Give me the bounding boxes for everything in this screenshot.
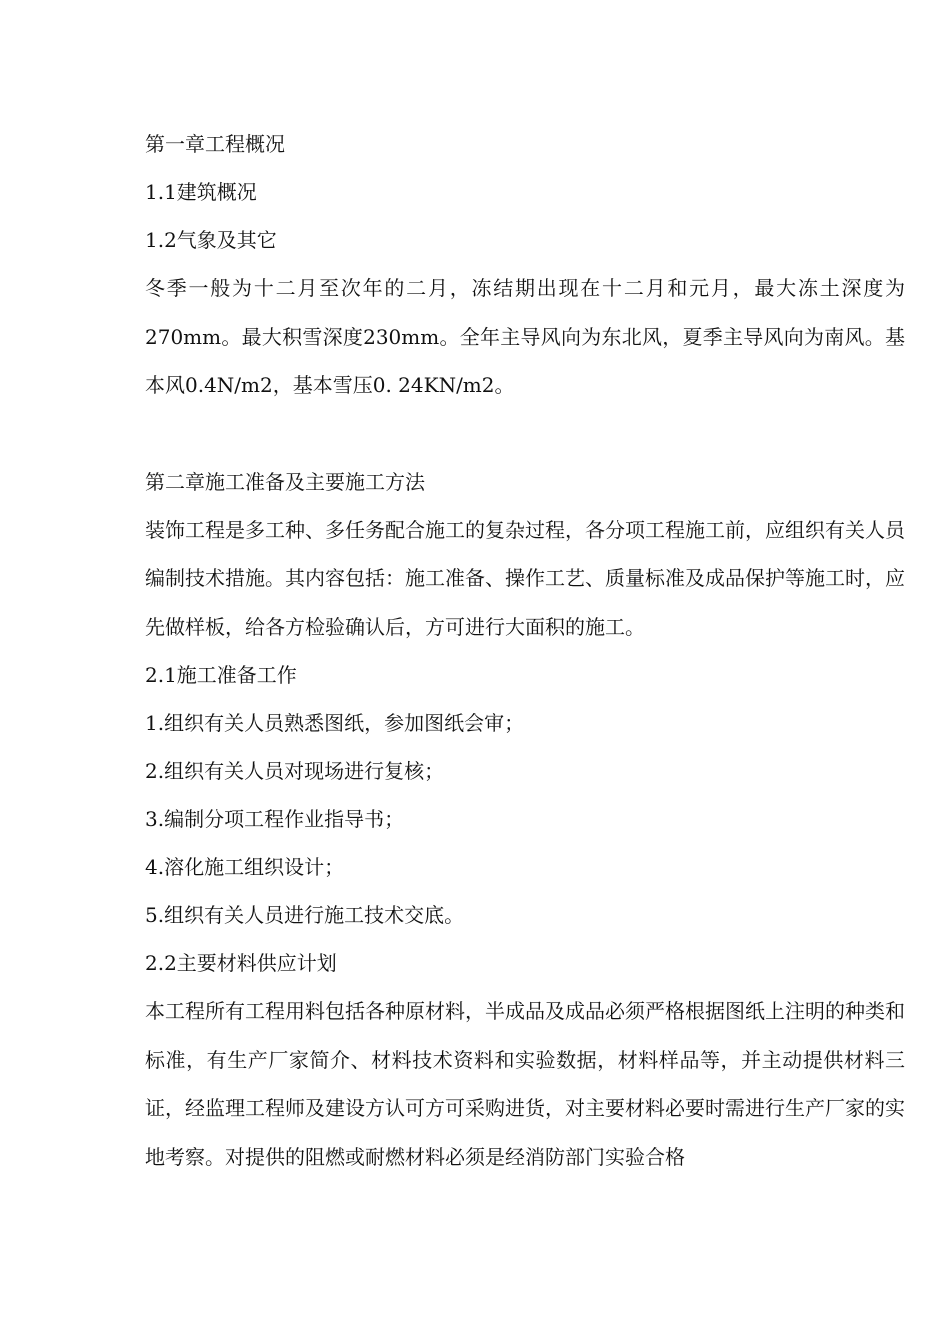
intro-paragraph: 装饰工程是多工种、多任务配合施工的复杂过程，各分项工程施工前，应组织有关人员编制技术措施。其内容包括：施工准备、操作工艺、质量标准及成品保护等施工时，应先做样板，给各方检验确认后，方可进行大面积的施工。 (145, 517, 905, 639)
section-1-2-heading: 1.2气象及其它 (145, 228, 277, 252)
prep-item: 2.组织有关人员对现场进行复核； (145, 759, 445, 783)
prep-item: 5.组织有关人员进行施工技术交底。 (145, 903, 465, 927)
section-2-2-heading: 2.2主要材料供应计划 (145, 951, 337, 975)
climate-paragraph: 冬季一般为十二月至次年的二月，冻结期出现在十二月和元月，最大冻土深度为270mm。最大积雪深度230mm。全年主导风向为东北风，夏季主导风向为南风。基本风0.4N/m2，基本雪压0. 24KN/m2。 (145, 276, 905, 397)
materials-paragraph: 本工程所有工程用料包括各种原材料，半成品及成品必须严格根据图纸上注明的种类和标准，有生产厂家简介、材料技术资料和实验数据，材料样品等，并主动提供材料三证，经监理工程师及建设方认可方可采购进货，对主要材料必要时需进行生产厂家的实地考察。对提供的阻燃或耐燃材料必须是经消防部门实验合格 (145, 999, 905, 1169)
prep-item: 4.溶化施工组织设计； (145, 855, 345, 879)
chapter-2-title: 第二章施工准备及主要施工方法 (145, 469, 425, 494)
section-2-1-heading: 2.1施工准备工作 (145, 663, 297, 687)
chapter-gap (145, 410, 905, 458)
section-1-1-heading: 1.1建筑概况 (145, 180, 257, 204)
prep-item: 1.组织有关人员熟悉图纸，参加图纸会审； (145, 711, 525, 735)
chapter-1-title: 第一章工程概况 (145, 132, 285, 156)
document-page (145, 120, 905, 1181)
prep-item: 3.编制分项工程作业指导书； (145, 807, 405, 831)
